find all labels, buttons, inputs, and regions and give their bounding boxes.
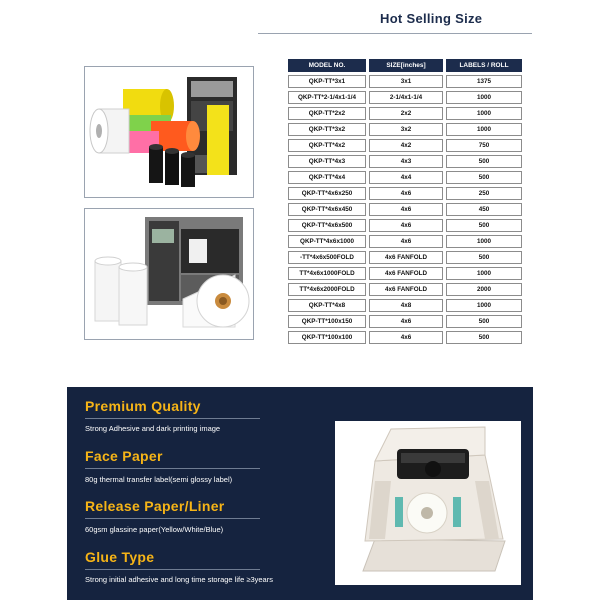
table-header-row bbox=[288, 59, 522, 72]
size-cell: 4x6 bbox=[369, 315, 443, 328]
size-cell: 4x4 bbox=[369, 171, 443, 184]
size-cell: 4x3 bbox=[369, 155, 443, 168]
column-header-size: SIZE[inches] bbox=[369, 59, 443, 72]
desktop-printer-photo bbox=[335, 421, 521, 585]
product-photo-label-rolls bbox=[84, 66, 254, 198]
table-row bbox=[288, 91, 522, 104]
labels-cell: 1000 bbox=[446, 235, 522, 248]
size-cell: 4x6 FANFOLD bbox=[369, 267, 443, 280]
feature-text-release-paper: 60gsm glassine paper(Yellow/White/Blue) bbox=[85, 525, 224, 534]
feature-text-glue-type: Strong initial adhesive and long time storage life ≥3years bbox=[85, 575, 273, 584]
size-cell: 3x2 bbox=[369, 123, 443, 136]
table-row bbox=[288, 187, 522, 200]
labels-cell: 500 bbox=[446, 171, 522, 184]
feature-divider bbox=[85, 468, 260, 469]
table-row bbox=[288, 267, 522, 280]
labels-cell: 500 bbox=[446, 251, 522, 264]
model-cell: QKP-TT*4x6x1000 bbox=[288, 235, 366, 248]
size-cell: 4x6 bbox=[369, 219, 443, 232]
title-divider bbox=[258, 33, 532, 34]
labels-cell: 500 bbox=[446, 219, 522, 232]
model-cell: QKP-TT*3x2 bbox=[288, 123, 366, 136]
model-cell: QKP-TT*4x6x500 bbox=[288, 219, 366, 232]
size-cell: 3x1 bbox=[369, 75, 443, 88]
labels-cell: 450 bbox=[446, 203, 522, 216]
model-cell: QKP-TT*2x2 bbox=[288, 107, 366, 120]
size-cell: 4x6 bbox=[369, 203, 443, 216]
feature-heading-face-paper: Face Paper bbox=[85, 448, 163, 464]
model-cell: QKP-TT*3x1 bbox=[288, 75, 366, 88]
size-cell: 4x6 bbox=[369, 235, 443, 248]
feature-heading-release-paper: Release Paper/Liner bbox=[85, 498, 225, 514]
labels-cell: 2000 bbox=[446, 283, 522, 296]
feature-divider bbox=[85, 418, 260, 419]
column-header-labels-per-roll: LABELS / ROLL bbox=[446, 59, 522, 72]
table-row bbox=[288, 283, 522, 296]
labels-cell: 250 bbox=[446, 187, 522, 200]
table-row bbox=[288, 203, 522, 216]
table-row bbox=[288, 235, 522, 248]
table-row bbox=[288, 139, 522, 152]
labels-cell: 1000 bbox=[446, 107, 522, 120]
feature-text-premium-quality: Strong Adhesive and dark printing image bbox=[85, 424, 221, 433]
table-row bbox=[288, 251, 522, 264]
model-cell: TT*4x6x1000FOLD bbox=[288, 267, 366, 280]
labels-cell: 750 bbox=[446, 139, 522, 152]
labels-cell: 1000 bbox=[446, 299, 522, 312]
labels-cell: 500 bbox=[446, 155, 522, 168]
spec-table bbox=[285, 56, 525, 347]
model-cell: QKP-TT*4x6x450 bbox=[288, 203, 366, 216]
table-row bbox=[288, 123, 522, 136]
table-row bbox=[288, 299, 522, 312]
size-cell: 4x6 FANFOLD bbox=[369, 283, 443, 296]
model-cell: QKP-TT*4x8 bbox=[288, 299, 366, 312]
size-cell: 4x6 bbox=[369, 331, 443, 344]
table-row bbox=[288, 219, 522, 232]
model-cell: QKP-TT*4x3 bbox=[288, 155, 366, 168]
feature-divider bbox=[85, 569, 260, 570]
labels-cell: 1375 bbox=[446, 75, 522, 88]
table-row bbox=[288, 107, 522, 120]
table-row bbox=[288, 331, 522, 344]
model-cell: QKP-TT*4x4 bbox=[288, 171, 366, 184]
model-cell: QKP-TT*100x100 bbox=[288, 331, 366, 344]
size-cell: 4x6 FANFOLD bbox=[369, 251, 443, 264]
table-row bbox=[288, 75, 522, 88]
model-cell: QKP-TT*4x6x250 bbox=[288, 187, 366, 200]
product-photo-printer-white-rolls bbox=[84, 208, 254, 340]
size-cell: 4x8 bbox=[369, 299, 443, 312]
table-row bbox=[288, 155, 522, 168]
features-panel bbox=[67, 387, 533, 600]
table-row bbox=[288, 171, 522, 184]
size-cell: 4x2 bbox=[369, 139, 443, 152]
labels-cell: 500 bbox=[446, 315, 522, 328]
size-cell: 4x6 bbox=[369, 187, 443, 200]
labels-cell: 1000 bbox=[446, 91, 522, 104]
feature-text-face-paper: 80g thermal transfer label(semi glossy label) bbox=[85, 475, 233, 484]
size-cell: 2x2 bbox=[369, 107, 443, 120]
feature-divider bbox=[85, 518, 260, 519]
model-cell: QKP-TT*4x2 bbox=[288, 139, 366, 152]
model-cell: QKP-TT*2-1/4x1-1/4 bbox=[288, 91, 366, 104]
model-cell: -TT*4x6x500FOLD bbox=[288, 251, 366, 264]
feature-heading-glue-type: Glue Type bbox=[85, 549, 155, 565]
labels-cell: 1000 bbox=[446, 267, 522, 280]
model-cell: TT*4x6x2000FOLD bbox=[288, 283, 366, 296]
table-row bbox=[288, 315, 522, 328]
column-header-model: MODEL NO. bbox=[288, 59, 366, 72]
feature-heading-premium-quality: Premium Quality bbox=[85, 398, 201, 414]
size-cell: 2-1/4x1-1/4 bbox=[369, 91, 443, 104]
model-cell: QKP-TT*100x150 bbox=[288, 315, 366, 328]
page-title: Hot Selling Size bbox=[380, 11, 483, 26]
labels-cell: 1000 bbox=[446, 123, 522, 136]
labels-cell: 500 bbox=[446, 331, 522, 344]
